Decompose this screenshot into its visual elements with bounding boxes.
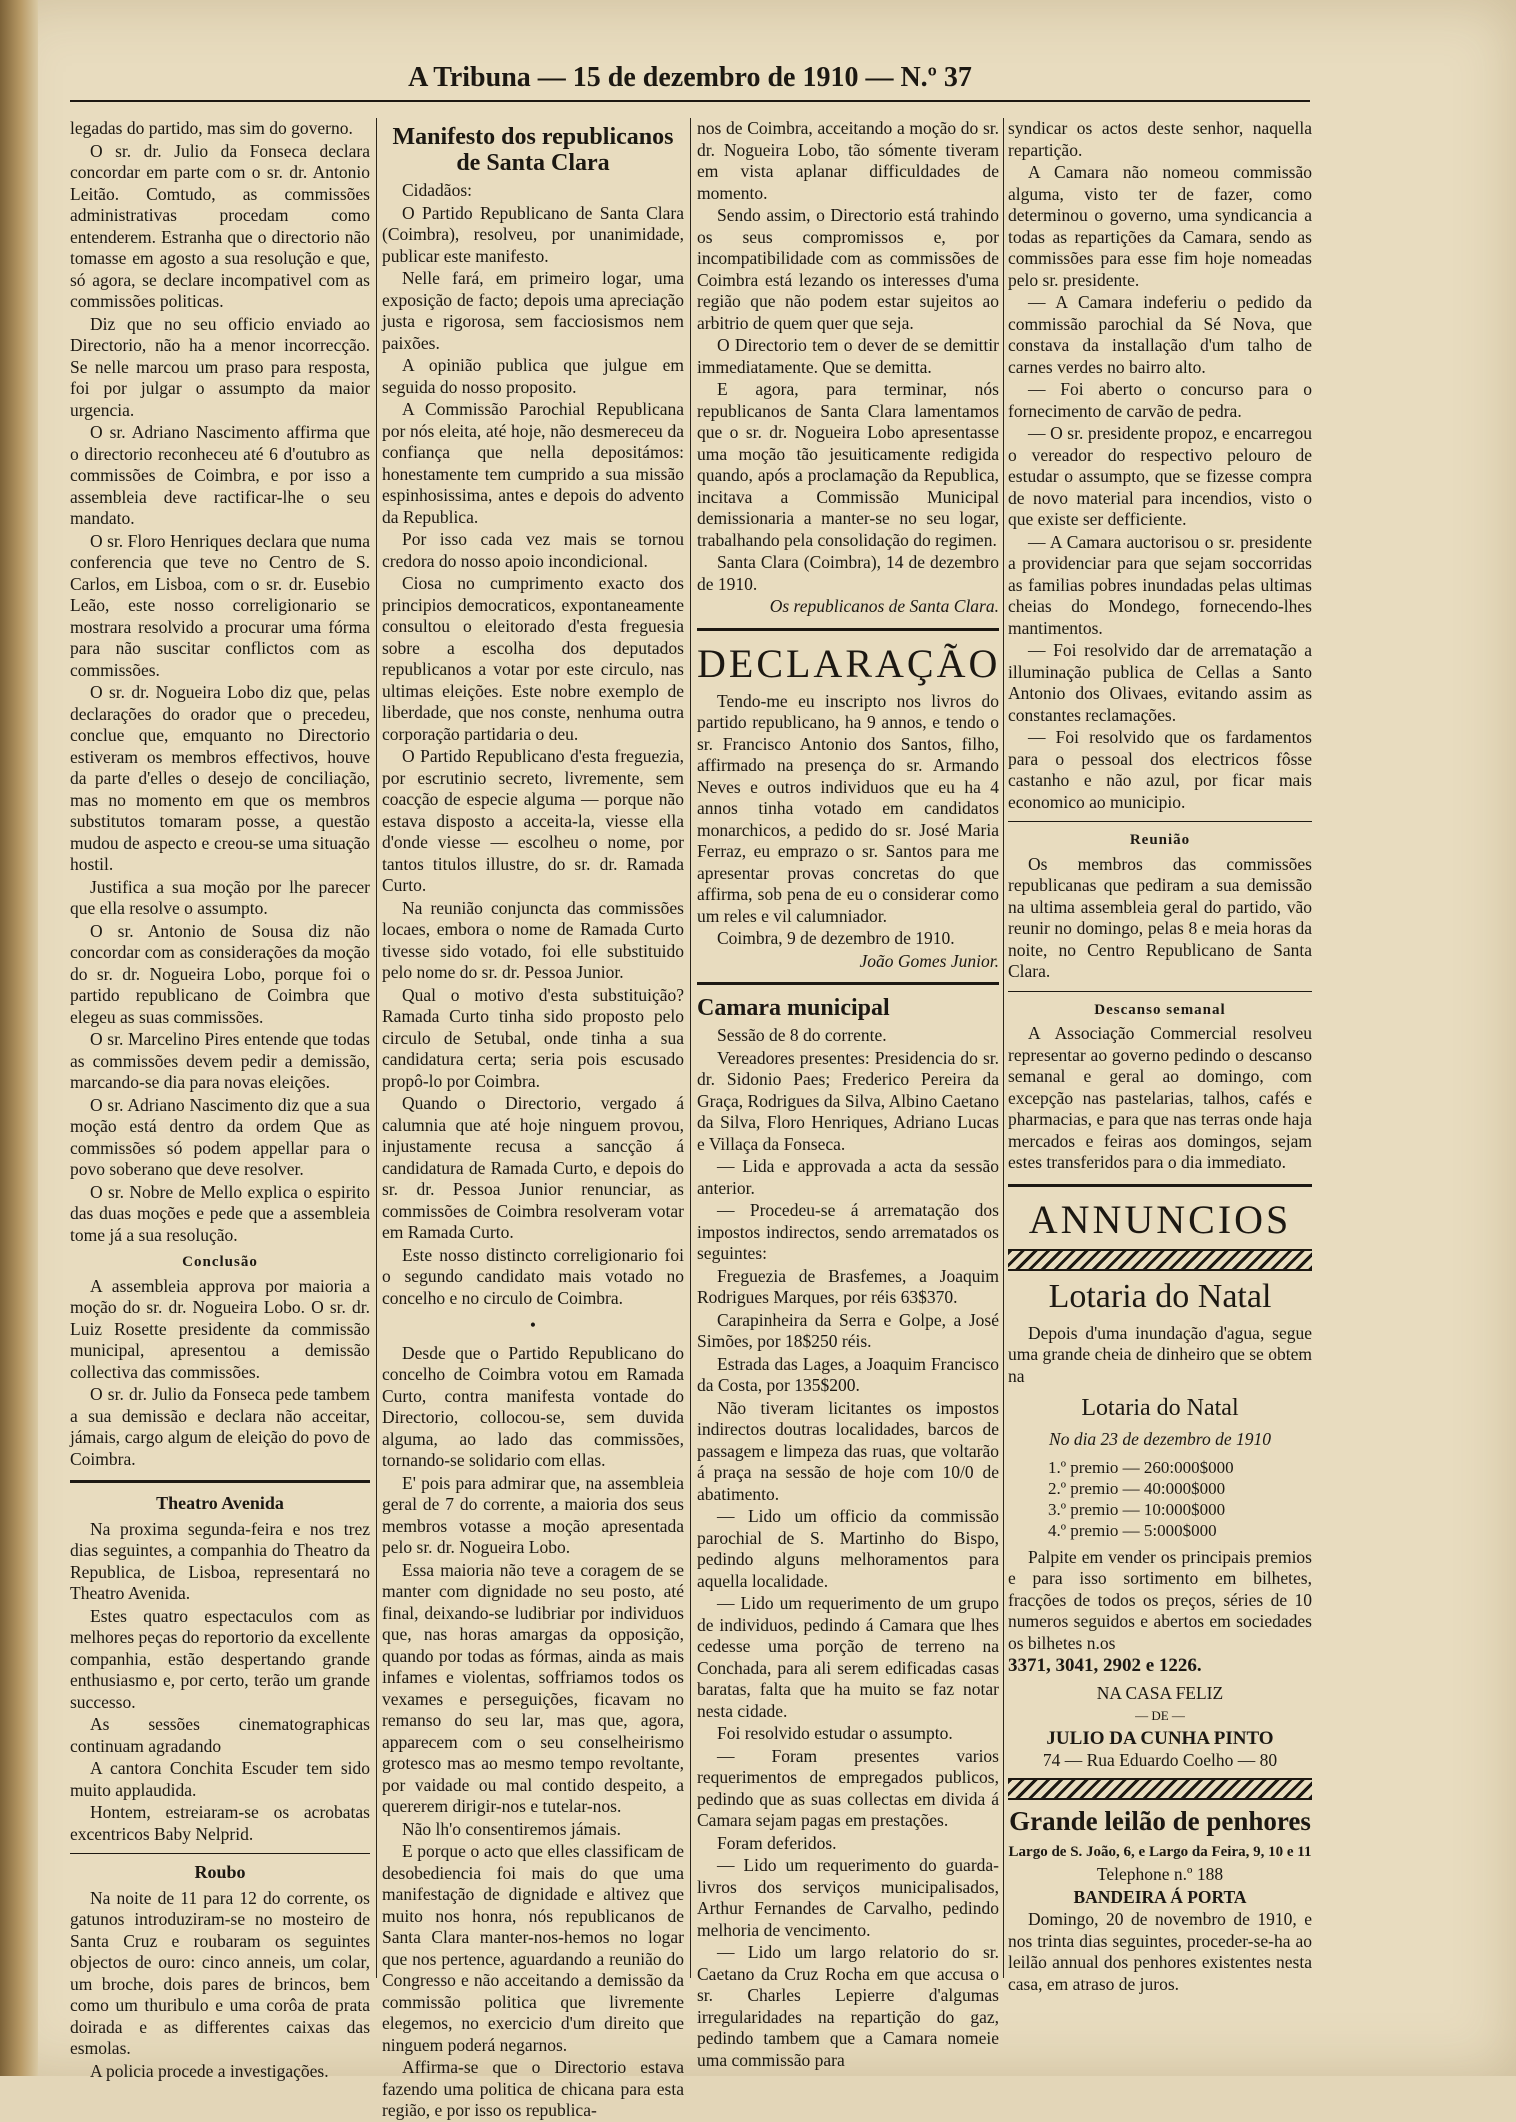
lotaria-title: Lotaria do Natal: [1048, 1277, 1272, 1315]
article-paragraph: O sr. Floro Henriques declara que numa conferencia que teve no Centro de S. Carlos, em Lisboa, com o sr. dr. Eusebio Leão, este nosso correligionario se mostrara resolvido a procurar uma fórma para não suscitar conflictos com as commissões.: [70, 530, 370, 680]
article-paragraph: — Lido um largo relatorio do sr. Caetano da Cruz Rocha em que accusa o sr. Charles Lepierre d'algumas irregularidades na repartição do gaz, pedindo tambem que a Camara nomeie uma commissão para: [697, 1942, 999, 2070]
article-paragraph: nos de Coimbra, acceitando a moção do sr. dr. Nogueira Lobo, tão sómente tiveram em vista aplanar difficuldades de momento.: [697, 118, 999, 203]
masthead: A Tribuna — 15 de dezembro de 1910 — N.º 37: [408, 62, 972, 93]
article-paragraph: E' pois para admirar que, na assembleia geral de 7 do corrente, a maioria dos seus membros votasse a moção apresentada pelo sr. dr. Nogueira Lobo.: [382, 1472, 684, 1557]
signature: João Gomes Junior.: [859, 950, 999, 971]
section-rule: [697, 982, 999, 985]
article-paragraph: O sr. dr. Julio da Fonseca pede tambem a sua demissão e declara não acceitar, jámais, cargo algum de eleição do povo de Coimbra.: [70, 1384, 370, 1469]
article-paragraph: O sr. Nobre de Mello explica o espirito das duas moções e pede que a assembleia tome já a sua resolução.: [70, 1181, 370, 1245]
article-paragraph: A opinião publica que julgue em seguida do nosso proposito.: [382, 355, 684, 397]
article-paragraph: — Lido um requerimento de um grupo de individuos, pedindo á Camara que lhes cedesse uma porção de terreno na Conchada, para ali serem edificadas casas baratas, falta que ha muito se faz notar nesta cidade.: [697, 1593, 999, 1721]
article-paragraph: Não tiveram licitantes os impostos indirectos doutras localidades, barcos de passagem e limpeza das ruas, que voltarão á praça na sessão de hoje com 10/0 de abatimento.: [697, 1397, 999, 1504]
prize-list: [1048, 1457, 1312, 1541]
article-paragraph: A Camara não nomeou commissão alguma, visto ter de fazer, como determinou o governo, uma syndicancia a todas as repartições da Camara, sendo as commissões para esse fim hoje nomeadas pelo sr. presidente.: [1008, 162, 1312, 290]
column-3: [697, 118, 1001, 2070]
article-paragraph: Santa Clara (Coimbra), 14 de dezembro de 1910.: [697, 552, 999, 594]
article-paragraph: O Partido Republicano d'esta freguezia, por escrutinio secreto, livremente, sem coacção de especie alguma — porque não estava disposto a acceita-la, viesse ella d'onde viesse — escolheu o nome, por tantos titulos illustre, do sr. dr. Ramada Curto.: [382, 746, 684, 895]
bullet-separator: •: [529, 1315, 537, 1335]
conclusao-heading: Conclusão: [182, 1254, 258, 1270]
article-paragraph: Freguezia de Brasfemes, a Joaquim Rodrigues Marques, por réis 63$370.: [697, 1265, 999, 1307]
article-paragraph: Não lh'o consentiremos jámais.: [402, 1818, 621, 1839]
article-paragraph: O sr. dr. Julio da Fonseca declara concordar em parte com o sr. dr. Antonio Leitão. Comtudo, as commissões administrativas procedam como entenderem. Estranha que o directorio não tomasse em agosto a sua resolução e que, só agora, se declare incompativel com as commissões politicas.: [70, 140, 370, 311]
shop-address: 74 — Rua Eduardo Coelho — 80: [1042, 1750, 1278, 1770]
lotaria-date: No dia 23 de dezembro de 1910: [1049, 1429, 1271, 1449]
article-paragraph: Na noite de 11 para 12 do corrente, os gatunos introduziram-se no mosteiro de Santa Cruz e roubaram os seguintes objectos de ouro: cinco anneis, um colar, um broche, dois pares de brincos, bem como um thuribulo e uma corôa de prata doirada e as differentes caixas das esmolas.: [70, 1887, 370, 2058]
article-paragraph: legadas do partido, mas sim do governo.: [70, 118, 353, 138]
descanso-heading: Descanso semanal: [1094, 1001, 1226, 1018]
column-1: [70, 118, 370, 2081]
article-paragraph: — Lido um officio da commissão parochial de S. Martinho do Bispo, pedindo alguns melhoramentos para aquella localidade.: [697, 1506, 999, 1591]
prize-item: 4.º premio — 5:000$000: [1048, 1520, 1217, 1540]
prize-item: 2.º premio — 40:000$000: [1048, 1478, 1226, 1498]
article-paragraph: A policia procede a investigações.: [90, 2060, 329, 2081]
article-paragraph: O Directorio tem o dever de se demittir immediatamente. Que se demitta.: [697, 335, 999, 377]
article-paragraph: As sessões cinematographicas continuam agradando: [70, 1714, 370, 1756]
ad-paragraph: Domingo, 20 de novembro de 1910, e nos trinta dias seguintes, proceder-se-ha ao leilão annual dos penhores existentes nesta casa, em atraso de juros.: [1008, 1909, 1312, 1994]
leilao-address: Largo de S. João, 6, e Largo da Feira, 9, 10 e 11: [1008, 1843, 1312, 1860]
column-divider: [1003, 118, 1004, 1978]
article-paragraph: — Lida e approvada a acta da sessão anterior.: [697, 1156, 999, 1198]
shop-name: JULIO DA CUNHA PINTO: [1046, 1727, 1274, 1749]
prize-item: 3.º premio — 10:000$000: [1048, 1499, 1226, 1519]
article-paragraph: — O sr. presidente propoz, e encarregou o vereador do respectivo pelouro de estudar o assumpto, que se fizesse compra de novo material para incendios, visto o que existe ser defficiente.: [1008, 423, 1312, 529]
column-4: [1008, 118, 1312, 1994]
article-paragraph: O sr. Marcelino Pires entende que todas as commissões devem pedir a demissão, marcando-se dia para novas eleições.: [70, 1029, 370, 1092]
signature: Os republicanos de Santa Clara.: [769, 596, 999, 616]
leilao-flag: BANDEIRA Á PORTA: [1073, 1886, 1247, 1907]
article-paragraph: — Foi aberto o concurso para o fornecimento de carvão de pedra.: [1008, 379, 1312, 421]
article-paragraph: O sr. Antonio de Sousa diz não concordar com as considerações da moção do sr. dr. Nogueira Lobo, porque foi o partido republicano de Coimbra que elegeu as suas commissões.: [70, 920, 370, 1027]
section-rule: [697, 628, 999, 631]
article-paragraph: Qual o motivo d'esta substituição? Ramada Curto tinha sido proposto pelo circulo de Setubal, onde tinha a sua candidatura certa; seria pois escusado propô-lo por Coimbra.: [382, 984, 684, 1091]
leilao-phone: Telephone n.º 188: [1096, 1864, 1224, 1884]
article-paragraph: — Foi resolvido dar de arrematação a illuminação publica de Cellas a Santo Antonio dos Olivaes, evitando assim as constantes reclamações.: [1008, 640, 1312, 725]
camara-heading: Camara municipal: [697, 995, 890, 1021]
article-paragraph: O sr. dr. Nogueira Lobo diz que, pelas declarações do orador que o precedeu, conclue que, emquanto no Directorio estiveram os membros effectivos, houve da parte d'elles o desejo de conciliação, mas no momento em que os membros substitutos tomaram posse, a questão mudou de aspecto e creou-se uma situação hostil.: [70, 682, 370, 874]
ornament-band: [1008, 1249, 1312, 1271]
declaracao-heading: DECLARAÇÃO: [697, 640, 1001, 686]
article-paragraph: Estrada das Lages, a Joaquim Francisco da Costa, por 135$200.: [697, 1353, 999, 1395]
section-rule: [1008, 991, 1312, 992]
section-rule: [70, 1853, 370, 1854]
roubo-heading: Roubo: [194, 1862, 246, 1882]
column-divider: [690, 118, 691, 1978]
article-paragraph: O sr. Adriano Nascimento affirma que o directorio reconheceu até 6 d'outubro as commissões de Coimbra, e por isso a assembleia deve ractificar-lhe o seu mandato.: [70, 422, 370, 528]
leilao-title: Grande leilão de penhores: [1009, 1805, 1311, 1836]
binding-edge: [0, 0, 38, 2076]
article-paragraph: Coimbra, 9 de dezembro de 1910.: [717, 928, 955, 948]
article-paragraph: Por isso cada vez mais se tornou credora do nosso apoio incondicional.: [382, 529, 684, 571]
article-paragraph: A Associação Commercial resolveu representar ao governo pedindo o descanso semanal e geral ao domingo, com excepção nas pastelarias, talhos, cafés e pharmacias, e para que nas terras onde haja mercados e feiras aos domingos, sejam estes transferidos para o dia immediato.: [1008, 1023, 1312, 1172]
article-paragraph: Ciosa no cumprimento exacto dos principios democraticos, expontaneamente consultou o eleitorado d'esta freguesia sobre a escolha dos deputados republicanos a votar por este circulo, nas ultimas eleições. Este nobre exemplo de liberdade, que nos conste, nenhuma outra corporação partidaria o deu.: [382, 573, 684, 744]
lotaria-subtitle: Lotaria do Natal: [1081, 1395, 1239, 1421]
article-paragraph: Os membros das commissões republicanas que pediram a sua demissão na ultima assembleia geral do partido, vão reunir no domingo, pelas 8 e meia horas da noite, no Centro Republicano de Santa Clara.: [1008, 853, 1312, 981]
article-paragraph: syndicar os actos deste senhor, naquella repartição.: [1008, 118, 1312, 160]
article-paragraph: Sessão de 8 do corrente.: [717, 1025, 887, 1045]
article-paragraph: Essa maioria não teve a coragem de se manter com dignidade no seu posto, até final, deixando-se ludibriar por individuos que, nas horas amargas da opposição, quando por todas as fórmas, ainda as mais infames e violentas, soffriamos todos os vexames e perseguições, ficavam no remanso do seu lar, mas que, agora, apparecem com o seu conselheirismo grotesco mas ao mesmo tempo revoltante, por vaidade ou mal contido despeito, a quererem dirigir-nos e tutelar-nos.: [382, 1559, 684, 1816]
article-paragraph: Este nosso distincto correligionario foi o segundo candidato mais votado no concelho e no circulo de Coimbra.: [382, 1244, 684, 1308]
article-paragraph: — Procedeu-se á arrematação dos impostos indirectos, sendo arrematados os seguintes:: [697, 1200, 999, 1263]
article-paragraph: Na reunião conjuncta das commissões locaes, embora o nome de Ramada Curto tivesse sido votado, foi elle substituido pelo nome do sr. dr. Pessoa Junior.: [382, 897, 684, 982]
article-paragraph: Estes quatro espectaculos com as melhores peças do reportorio da excellente companhia, estão despertando grande enthusiasmo e, por certo, terão um grande successo.: [70, 1605, 370, 1712]
article-paragraph: Sendo assim, o Directorio está trahindo os seus compromissos e, por incompatibilidade com as commissões de Coimbra está lezando os interesses d'uma região que não podem estar sujeitos ao arbitrio de quem quer que seja.: [697, 205, 999, 333]
article-paragraph: Justifica a sua moção por lhe parecer que ella resolve o assumpto.: [70, 876, 370, 918]
article-paragraph: Na proxima segunda-feira e nos trez dias seguintes, a companhia do Theatro da Republica, de Lisboa, representará no Theatro Avenida.: [70, 1518, 370, 1603]
teatro-heading: Theatro Avenida: [156, 1493, 284, 1513]
article-paragraph: Diz que no seu officio enviado ao Directorio, não ha a menor incorrecção. Se nelle marcou um praso para resposta, foi por julgar o assumpto da maior urgencia.: [70, 313, 370, 420]
shop-label: NA CASA FELIZ: [1096, 1682, 1224, 1703]
column-divider: [376, 118, 377, 1978]
column-2: [382, 118, 684, 2120]
shop-de: — DE —: [1135, 1708, 1185, 1723]
article-paragraph: — Foram presentes varios requerimentos de empregados publicos, pedindo que as suas collectas em divida á Camara sejam pagas em prestações.: [697, 1745, 999, 1830]
article-paragraph: E agora, para terminar, nós republicanos de Santa Clara lamentamos que o sr. dr. Nogueira Lobo apresentasse uma moção tão jesuiticamente redigida quando, após a proclamação da Republica, incitava a Commissão Municipal demissionaria a manter-se no seu logar, trabalhando pela consolidação do regimen.: [697, 379, 999, 550]
section-rule: [1008, 821, 1312, 822]
article-paragraph: — Foi resolvido que os fardamentos para o pessoal dos electricos fôsse castanho e não azul, por ficar mais economico ao municipio.: [1008, 727, 1312, 812]
article-paragraph: — A Camara auctorisou o sr. presidente a providenciar para que sejam soccorridas as familias pobres inundadas pelas ultimas cheias do Mondego, fornecendo-lhes mantimentos.: [1008, 531, 1312, 638]
article-paragraph: E porque o acto que elles classificam de desobediencia foi mais do que uma manifestação de dignidade e altivez que muito nos honra, nós republicanos de Santa Clara manter-nos-hemos no logar que nos pertence, aguardando a reunião do Congresso e não acceitando a demissão da commissão politica que livremente elegemos, no exercicio d'um direito que ninguem poderá negarnos.: [382, 1841, 684, 2055]
article-paragraph: A Commissão Parochial Republicana por nós eleita, até hoje, não desmereceu da confiança que nella depositámos: honestamente tem cumprido a sua missão espinhosissima, antes e depois do advento da Republica.: [382, 399, 684, 527]
reuniao-heading: Reunião: [1129, 832, 1191, 848]
section-rule: [1008, 1184, 1312, 1187]
article-paragraph: Hontem, estreiaram-se os acrobatas excentricos Baby Nelprid.: [70, 1802, 370, 1844]
article-paragraph: Carapinheira da Serra e Golpe, a José Simões, por 18$250 réis.: [697, 1309, 999, 1351]
article-paragraph: Cidadãos:: [402, 180, 472, 200]
article-paragraph: Tendo-me eu inscripto nos livros do partido republicano, ha 9 annos, e tendo o sr. Francisco Antonio dos Santos, filho, affirmado na presença do sr. Armando Neves e outros individuos que eu ha 4 annos tinha votado em candidatos monarchicos, a pedido do sr. José Maria Ferraz, eu emprazo o sr. Santos para me apresentar provas concretas do que affirma, sob pena de eu o considerar como um reles e vil calumniador.: [697, 690, 999, 926]
annuncios-heading: ANNUNCIOS: [1028, 1196, 1292, 1242]
article-paragraph: Affirma-se que o Directorio estava fazendo uma politica de chicana para esta região, e por isso os republica-: [382, 2057, 684, 2120]
section-rule: [70, 1480, 370, 1483]
article-paragraph: Foram deferidos.: [717, 1832, 837, 1853]
prize-item: 1.º premio — 260:000$000: [1048, 1457, 1234, 1477]
article-paragraph: Vereadores presentes: Presidencia do sr. dr. Sidonio Paes; Frederico Pereira da Graça, Rodrigues da Silva, Albino Caetano da Silva, Floro Henriques, Adriano Lucas e Villaça da Fonseca.: [697, 1047, 999, 1154]
ornament-band: [1008, 1778, 1312, 1800]
lotaria-numbers: 3371, 3041, 2902 e 1226.: [1008, 1655, 1202, 1676]
article-paragraph: O sr. Adriano Nascimento diz que a sua moção está dentro da ordem Que as commissões só podem appellar para o povo soberano que deve resolver.: [70, 1094, 370, 1179]
article-paragraph: O Partido Republicano de Santa Clara (Coimbra), resolveu, por unanimidade, publicar este manifesto.: [382, 202, 684, 266]
article-paragraph: — Lido um requerimento do guarda-livros dos serviços municipalisados, Arthur Fernandes de Carvalho, pedindo melhoria de vencimento.: [697, 1855, 999, 1940]
ad-paragraph: Depois d'uma inundação d'agua, segue uma grande cheia de dinheiro que se obtem na: [1008, 1322, 1312, 1386]
article-paragraph: Foi resolvido estudar o assumpto.: [717, 1723, 953, 1743]
article-paragraph: Quando o Directorio, vergado á calumnia que até hoje ninguem provou, injustamente recusa a sancção á candidatura de Ramada Curto, e depois do sr. dr. Pessoa Junior renunciar, as commissões de Coimbra resolveram votar em Ramada Curto.: [382, 1093, 684, 1242]
article-paragraph: Nelle fará, em primeiro logar, uma exposição de facto; depois uma apreciação justa e rigorosa, sem facciosismos nem paixões.: [382, 268, 684, 353]
ad-paragraph: Palpite em vender os principais premios e para isso sortimento em bilhetes, fracções de todos os preços, séries de 10 numeros seguidos e abertos em sociedades os bilhetes n.os: [1008, 1546, 1312, 1653]
masthead-rule: [70, 100, 1310, 102]
article-paragraph: A cantora Conchita Escuder tem sido muito applaudida.: [70, 1758, 370, 1800]
manifesto-heading: Manifesto dos republicanos de Santa Clara: [392, 124, 674, 176]
article-paragraph: Desde que o Partido Republicano do concelho de Coimbra votou em Ramada Curto, contra manifesta vontade do Directorio, collocou-se, sem duvida alguma, ao lado das commissões, tornando-se solidario com ellas.: [382, 1342, 684, 1470]
article-paragraph: — A Camara indeferiu o pedido da commissão parochial da Sé Nova, que constava da installação d'um talho de carnes verdes no bairro alto.: [1008, 292, 1312, 377]
article-paragraph: A assembleia approva por maioria a moção do sr. dr. Nogueira Lobo. O sr. dr. Luiz Rosette presidente da commissão municipal, apresentou a demissão collectiva das commissões.: [70, 1275, 370, 1382]
